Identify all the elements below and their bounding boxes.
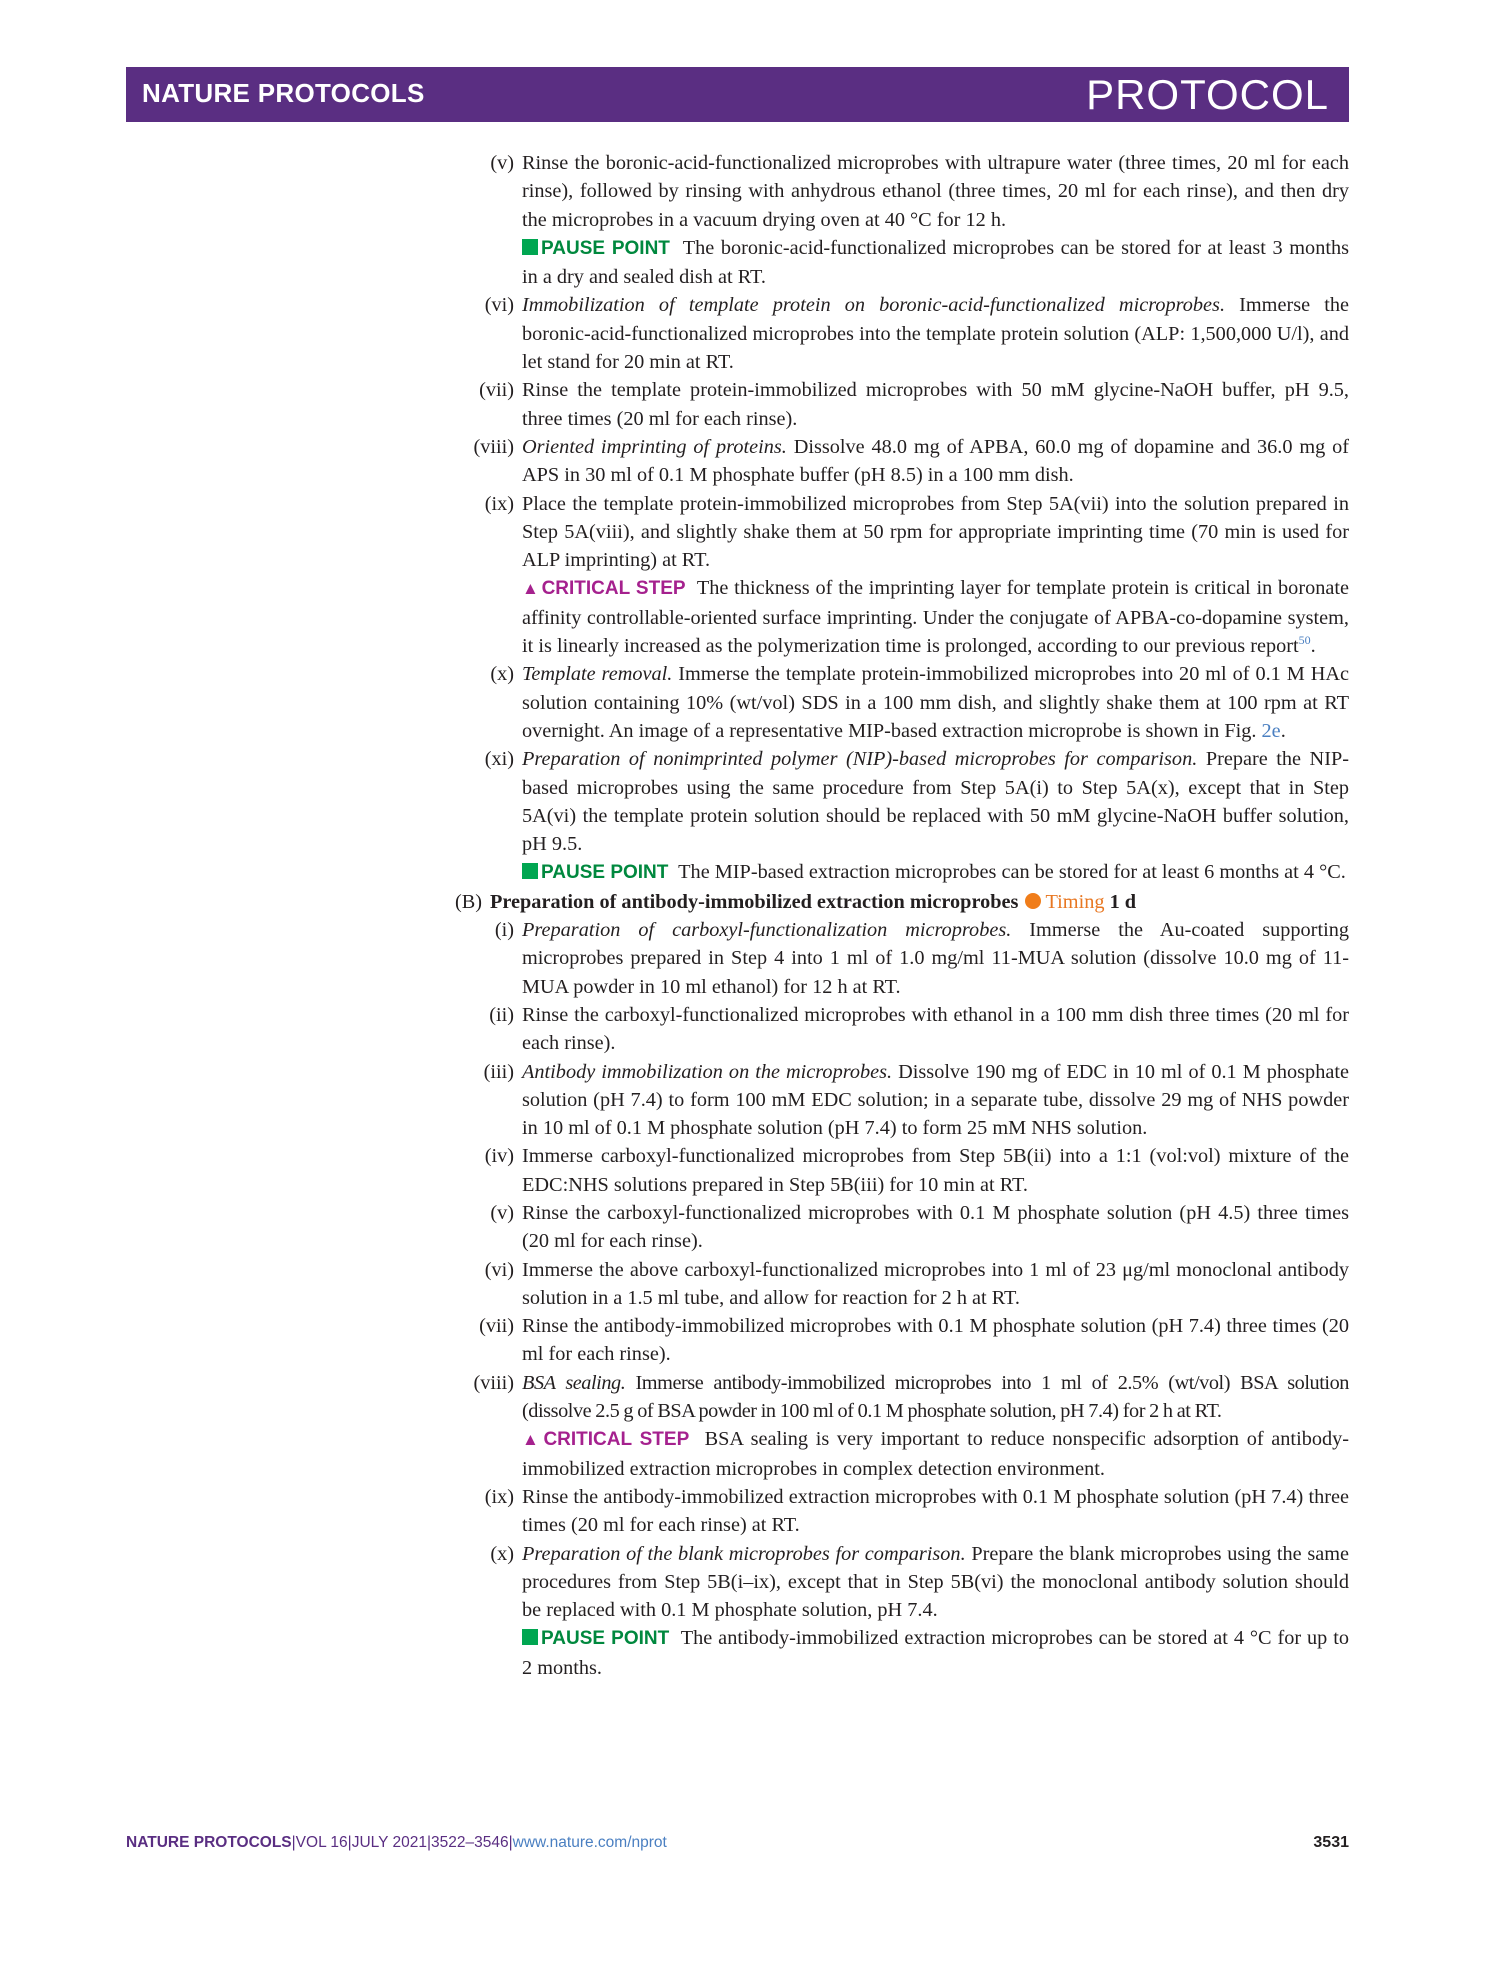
step-text: Rinse the carboxyl-functionalized microprobes with 0.1 M phosphate solution (pH 4.5) three times (20 ml for each rinse).	[522, 1201, 1349, 1253]
step-number: (vi)	[484, 294, 514, 317]
footer-issue: JULY 2021	[351, 1834, 427, 1851]
step-a-x: (x) Template removal. Immerse the template protein-immobilized microprobes into 20 ml of 0.1 M HAc solution containing 10% (wt/vol) SDS in a 100 mm dish, and slightly shake them at 100 rpm at RT overnight. An image of a representative MIP-based extraction microprobe is shown in Fig. 2e.	[445, 660, 1349, 745]
timing-value: 1 d	[1109, 890, 1137, 913]
step-b-v	[445, 1199, 1349, 1256]
step-b-x	[445, 1540, 1349, 1682]
protocol-content	[445, 149, 1349, 1682]
step-number: (vi)	[484, 1258, 514, 1281]
pause-point	[522, 1624, 1349, 1682]
step-number: (v)	[490, 1201, 514, 1224]
step-text: Rinse the carboxyl-functionalized microprobes with ethanol in a 100 mm dish three times (20 ml for each rinse).	[522, 1003, 1349, 1055]
step-number: (viii)	[473, 435, 514, 458]
reference-link[interactable]: 50	[1298, 633, 1311, 648]
step-text: Immerse carboxyl-functionalized microprobes from Step 5B(ii) into a 1:1 (vol:vol) mixture of the EDC:NHS solutions prepared in Step 5B(iii) for 10 min at RT.	[522, 1145, 1349, 1196]
critical-step-label: CRITICAL STEP	[541, 578, 686, 600]
step-b-iv	[445, 1142, 1349, 1199]
step-b-vi	[445, 1256, 1349, 1313]
step-number: (iii)	[483, 1060, 514, 1083]
pause-point	[522, 234, 1349, 292]
step-text: Immerse the Au-coated supporting microprobes prepared in Step 4 into 1 ml of 1.0 mg/ml 11-MUA solution (dissolve 10.0 mg of 11-MUA powder in 10 ml ethanol) for 12 h at RT.	[522, 919, 1349, 998]
pause-point	[522, 858, 1349, 887]
step-a-viii	[445, 433, 1349, 490]
step-number: (x)	[490, 663, 514, 686]
critical-step: ▲ CRITICAL STEP The thickness of the imprinting layer for template protein is critical in boronate affinity controllable-oriented surface imprinting. Under the conjugate of APBA-co-dopamine system, it is linearly increased as the polymerization time is prolonged, according to our previous report$^{50}$.	[522, 577, 1349, 658]
footer-journal: NATURE PROTOCOLS	[126, 1834, 292, 1851]
step-text: Rinse the boronic-acid-functionalized microprobes with ultrapure water (three times, 20 ml for each rinse), followed by rinsing with anhydrous ethanol (three times, 20 ml for each rinse), and then dry the microprobes in a vacuum drying oven at 40 °C for 12 h.	[522, 152, 1349, 231]
step-text: Prepare the blank microprobes using the same procedures from Step 5B(i–ix), except that in Step 5B(vi) the monoclonal antibody solution should be replaced with 0.1 M phosphate solution, pH 7.4.	[522, 1542, 1349, 1622]
step-title: Antibody immobilization on the microprobes.	[522, 1060, 893, 1083]
timing-dot-icon	[1025, 893, 1041, 909]
step-a-v	[445, 149, 1349, 291]
step-text: Place the template protein-immobilized microprobes from Step 5A(vii) into the solution prepared in Step 5A(viii), and slightly shake them at 50 rpm for appropriate imprinting time (70 min is used for ALP imprinting) at RT.	[522, 492, 1349, 572]
step-title: Immobilization of template protein on boronic-acid-functionalized microprobes.	[522, 294, 1226, 317]
step-text: Immerse the template protein-immobilized microprobes into 20 ml of 0.1 M HAc solution containing 10% (wt/vol) SDS in a 100 mm dish, and slightly shake them at 100 rpm at RT overnight. An image of a representative MIP-based extraction microprobe is shown in Fig.	[522, 663, 1349, 742]
step-title: Preparation of carboxyl-functionalization microprobes.	[522, 919, 1012, 942]
pause-square-icon	[522, 239, 538, 255]
section-title: Preparation of antibody-immobilized extraction microprobes	[490, 890, 1019, 913]
step-text: Dissolve 48.0 mg of APBA, 60.0 mg of dopamine and 36.0 mg of APS in 30 ml of 0.1 M phosphate buffer (pH 8.5) in a 100 mm dish.	[522, 435, 1349, 487]
pause-square-icon	[522, 1629, 538, 1645]
step-number: (iv)	[484, 1145, 514, 1168]
step-number: (x)	[490, 1542, 514, 1565]
step-b-ii	[445, 1001, 1349, 1058]
step-number: (ix)	[484, 492, 514, 515]
step-number: (ix)	[484, 1485, 514, 1508]
step-text: Rinse the antibody-immobilized microprobes with 0.1 M phosphate solution (pH 7.4) three times (20 ml for each rinse).	[522, 1315, 1349, 1366]
footer-pages: 3522–3546	[431, 1834, 509, 1851]
step-text: Immerse antibody-immobilized microprobes into 1 ml of 2.5% (wt/vol) BSA solution (dissolve 2.5 g of BSA powder in 100 ml of 0.1 M phosphate solution, pH 7.4) for 2 h at RT.	[522, 1371, 1349, 1423]
footer-separator: |	[347, 1834, 352, 1851]
section-b-heading	[445, 888, 1349, 916]
step-number: (ii)	[489, 1003, 514, 1026]
critical-step-label: CRITICAL STEP	[543, 1429, 690, 1451]
critical-step	[522, 1425, 1349, 1483]
step-b-ix	[445, 1483, 1349, 1540]
step-b-i	[445, 916, 1349, 1001]
footer-url-link[interactable]: www.nature.com/nprot	[512, 1834, 667, 1851]
step-text: Rinse the antibody-immobilized extraction microprobes with 0.1 M phosphate solution (pH 7.4) three times (20 ml for each rinse) at RT.	[522, 1485, 1349, 1537]
critical-step-text: BSA sealing is very important to reduce nonspecific adsorption of antibody-immobilized extraction microprobes in complex detection environment.	[522, 1428, 1350, 1480]
figure-link[interactable]: 2e	[1261, 719, 1281, 742]
step-number: (vii)	[479, 379, 514, 402]
step-number: (viii)	[473, 1371, 514, 1394]
step-number: (xi)	[484, 748, 514, 771]
article-type: PROTOCOL	[1086, 71, 1329, 118]
step-text: Rinse the template protein-immobilized microprobes with 50 mM glycine-NaOH buffer, pH 9.5, three times (20 ml for each rinse).	[522, 379, 1349, 430]
step-text: Immerse the above carboxyl-functionalized microprobes into 1 ml of 23 μg/ml monoclonal antibody solution in a 1.5 ml tube, and allow for reaction for 2 h at RT.	[522, 1258, 1349, 1309]
footer-separator: |	[508, 1834, 513, 1851]
step-a-vi	[445, 291, 1349, 376]
step-title: Oriented imprinting of proteins.	[522, 435, 787, 458]
step-a-ix	[445, 490, 1349, 661]
step-number: (v)	[490, 152, 514, 174]
step-title: BSA sealing.	[522, 1371, 626, 1394]
step-b-viii	[445, 1369, 1349, 1483]
critical-step-text: The thickness of the imprinting layer for template protein is critical in boronate affinity controllable-oriented surface imprinting. Under the conjugate of APBA-co-dopamine system, it is linearly increased as the polymerization time is prolonged, according to our previous report	[522, 577, 1349, 658]
step-text: Dissolve 190 mg of EDC in 10 ml of 0.1 M phosphate solution (pH 7.4) to form 100 mM EDC solution; in a separate tube, dissolve 29 mg of NHS powder in 10 ml of 0.1 M phosphate solution (pH 7.4) to form 25 mM NHS solution.	[522, 1060, 1349, 1140]
pause-point-text: The MIP-based extraction microprobes can be stored for at least 6 months at 4 °C.	[678, 861, 1346, 884]
footer-separator: |	[291, 1834, 296, 1851]
pause-point-label: PAUSE POINT	[541, 1628, 670, 1650]
header-banner	[126, 67, 1349, 122]
footer-volume: VOL 16	[295, 1834, 348, 1851]
step-number: (i)	[494, 919, 514, 942]
step-text: Immerse the boronic-acid-functionalized microprobes into the template protein solution (ALP: 1,500,000 U/l), and let stand for 20 min at RT.	[522, 294, 1349, 374]
pause-point-text: The boronic-acid-functionalized microprobes can be stored for at least 3 months in a dry and sealed dish at RT.	[522, 236, 1349, 289]
journal-name: NATURE PROTOCOLS	[142, 78, 425, 108]
step-title: Template removal.	[522, 663, 673, 686]
step-a-xi	[445, 745, 1349, 887]
step-b-vii	[445, 1312, 1349, 1369]
footer-separator: |	[426, 1834, 431, 1851]
step-a-vii	[445, 376, 1349, 433]
step-number: (vii)	[479, 1315, 514, 1338]
pause-point-text: The antibody-immobilized extraction microprobes can be stored at 4 °C for up to 2 months.	[522, 1627, 1349, 1679]
step-title: Preparation of nonimprinted polymer (NIP)-based microprobes for comparison.	[522, 748, 1198, 771]
step-text: Prepare the NIP-based microprobes using the same procedure from Step 5A(i) to Step 5A(x), except that in Step 5A(vi) the template protein solution should be replaced with 50 mM glycine-NaOH buffer solution, pH 9.5.	[522, 748, 1349, 856]
step-b-iii	[445, 1058, 1349, 1143]
critical-triangle-icon: ▲	[522, 579, 540, 599]
page-number: 3531	[1313, 1834, 1349, 1851]
page-footer	[126, 1834, 1349, 1852]
critical-triangle-icon: ▲	[522, 1430, 542, 1450]
pause-square-icon	[522, 863, 538, 879]
section-number: (B)	[454, 890, 482, 913]
timing-label: Timing	[1045, 890, 1105, 913]
pause-point-label: PAUSE POINT	[541, 237, 670, 259]
pause-point-label: PAUSE POINT	[541, 862, 669, 884]
step-title: Preparation of the blank microprobes for comparison.	[522, 1542, 966, 1565]
